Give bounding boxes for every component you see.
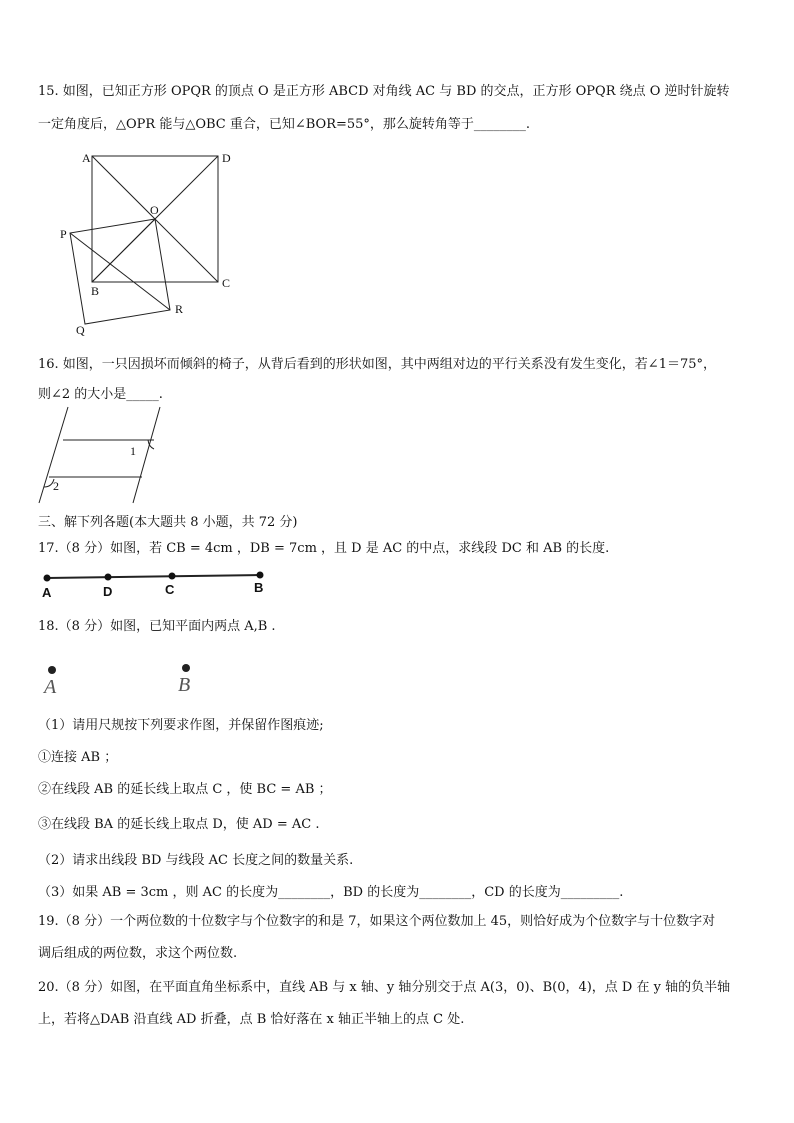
q17-text: 17.（8 分）如图，若 CB = 4cm ，DB = 7cm ，且 D 是 AC 的中点，求线段 DC 和 AB 的长度. <box>38 541 610 556</box>
q18-intro: 18.（8 分）如图，已知平面内两点 A,B . <box>38 619 276 634</box>
q16-text-line1: 16. 如图，一只因损坏而倾斜的椅子，从背后看到的形状如图，其中两组对边的平行关系没有发生变化，若∠1＝75°， <box>38 357 717 372</box>
label-C: C <box>222 276 231 290</box>
q16-chair-figure <box>30 405 170 510</box>
point-A <box>44 575 51 582</box>
label-R: R <box>175 302 184 316</box>
point-D <box>105 574 112 581</box>
q17-label-B: B <box>254 580 264 595</box>
q16-text-line2: 则∠2 的大小是_____. <box>38 387 163 402</box>
label-D: D <box>222 151 231 165</box>
label-Q: Q <box>76 323 85 337</box>
q18-part2: （2）请求出线段 BD 与线段 AC 长度之间的数量关系. <box>38 853 354 868</box>
label-A: A <box>82 151 91 165</box>
label-O: O <box>150 203 159 217</box>
segment-ab <box>47 575 260 578</box>
segment-pr <box>70 233 170 310</box>
point-B-dot <box>182 664 190 672</box>
q17-label-C: C <box>165 582 175 597</box>
q20-text-line2: 上，若将△DAB 沿直线 AD 折叠，点 B 恰好落在 x 轴正半轴上的点 C 处. <box>38 1012 465 1027</box>
q19-text-line1: 19.（8 分）一个两位数的十位数字与个位数字的和是 7，如果这个两位数加上 45，则恰好成为个位数字与十位数字对 <box>38 914 716 929</box>
q15-text-line1: 15. 如图，已知正方形 OPQR 的顶点 O 是正方形 ABCD 对角线 AC 与 BD 的交点，正方形 OPQR 绕点 O 逆时针旋转 <box>38 84 730 99</box>
point-B <box>257 572 264 579</box>
q15-text-line2: 一定角度后，△OPR 能与△OBC 重合，已知∠BOR=55°，那么旋转角等于________. <box>38 117 531 132</box>
q19-text-line2: 调后组成的两位数，求这个两位数. <box>38 946 238 961</box>
chair-right-leg <box>133 407 160 503</box>
q18-part3: （3）如果 AB = 3cm ，则 AC 的长度为________，BD 的长度为________，CD 的长度为_________. <box>38 885 624 900</box>
q17-label-A: A <box>42 585 52 600</box>
q20-text-line1: 20.（8 分）如图，在平面直角坐标系中，直线 AB 与 x 轴、y 轴分别交于点 A(3，0)、B(0，4)，点 D 在 y 轴的负半轴 <box>38 980 731 995</box>
q18-step2: ②在线段 AB 的延长线上取点 C ，使 BC = AB ； <box>38 782 332 797</box>
q18-step3: ③在线段 BA 的延长线上取点 D，使 AD = AC . <box>38 817 320 832</box>
q18-part1: （1）请用尺规按下列要求作图，并保留作图痕迹; <box>38 718 324 733</box>
q18-point-B-label: B <box>178 674 191 696</box>
segment-ob <box>92 219 155 282</box>
point-A-dot <box>48 666 56 674</box>
section-3-heading: 三、解下列各题(本大题共 8 小题，共 72 分) <box>38 515 298 530</box>
q17-segment-figure <box>40 570 270 590</box>
q17-label-D: D <box>103 584 113 599</box>
point-C <box>169 573 176 580</box>
angle-1-label: 1 <box>130 444 136 458</box>
q18-points-figure <box>40 660 200 680</box>
angle-2-label: 2 <box>53 479 59 493</box>
q18-point-A-label: A <box>44 676 57 698</box>
label-P: P <box>60 227 67 241</box>
label-B: B <box>91 284 100 298</box>
q15-square-figure <box>50 145 250 345</box>
q18-step1: ①连接 AB ； <box>38 750 118 765</box>
